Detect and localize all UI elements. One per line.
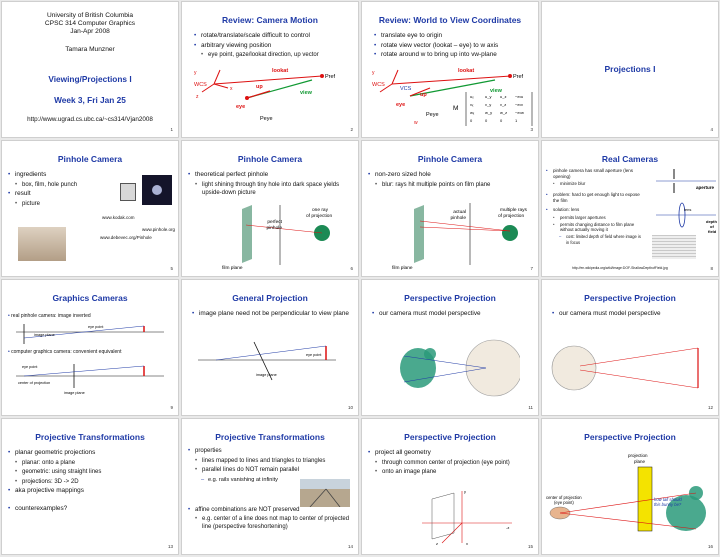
- bullet: • arbitrary viewing position: [194, 42, 354, 50]
- rails-photo: [300, 479, 350, 507]
- slide-title: General Projection: [232, 293, 308, 303]
- sub-bullet: • projections: 3D -> 2D: [8, 478, 176, 486]
- actual-pinhole-label: actual pinhole: [450, 210, 466, 221]
- bullet: • project all geometry: [368, 449, 536, 457]
- matrix-cell: v_y: [485, 102, 492, 107]
- slide-13: [1, 418, 179, 555]
- matrix-cell: w_y: [485, 110, 493, 115]
- slide-number: 8: [710, 266, 713, 271]
- bullet: • pinhole camera has small aperture (lens opening): [546, 168, 641, 179]
- slide-11: [361, 279, 539, 416]
- sub-bullet: • box, film, hole punch: [8, 181, 108, 189]
- photo-caption: www.debevec.org/Pinhole: [100, 235, 152, 240]
- matrix-label: M: [453, 105, 459, 112]
- general-projection-diagram: [196, 336, 346, 384]
- slide-9: [1, 279, 179, 416]
- eye-projection-diagram: [550, 338, 715, 398]
- slide-12: [541, 279, 719, 416]
- axis-y-label: y: [464, 489, 466, 494]
- sub-bullet: • through common center of projection (eye point): [368, 459, 536, 467]
- slide-number: 4: [710, 127, 713, 132]
- sub-bullet: • picture: [8, 200, 108, 208]
- title-line-1: University of British Columbia: [46, 12, 134, 19]
- matrix-cell: uₓ: [470, 94, 474, 99]
- wcs-label: WCS: [372, 82, 385, 88]
- film-plane-label: film plane: [392, 266, 413, 271]
- sub-bullet: • permits larger apertures: [546, 215, 641, 221]
- sub-bullet: • e.g. center of a line does not map to center of projected line (perspective foreshortening): [188, 515, 356, 531]
- photo-caption: www.kodak.com: [102, 215, 135, 220]
- slide-number: 11: [528, 405, 533, 410]
- cg-camera-diagram: [14, 358, 174, 398]
- matrix-cell: 0: [500, 118, 503, 123]
- question-label: how tall should this bunny be?: [654, 497, 682, 507]
- slide-number: 7: [530, 266, 533, 271]
- projection-plane-label: projection plane: [628, 453, 648, 464]
- sub-bullet: • blur: rays hit multiple points on film plane: [368, 181, 534, 189]
- dof-label: depth of field: [706, 219, 717, 233]
- slide-title: Graphics Cameras: [52, 293, 128, 303]
- sub-bullet: • eye point, gaze/lookat direction, up vector: [194, 51, 354, 59]
- image-plane-label: image plane: [64, 391, 85, 395]
- bullet: • problem: hard to get enough light to expose the film: [546, 192, 641, 203]
- matrix-cell: 1: [515, 118, 518, 123]
- slide-number: 9: [170, 405, 173, 410]
- sub-bullet: • onto an image plane: [368, 468, 536, 476]
- sub-sub-bullet: – cost: limited depth of field where image is in focus: [546, 234, 641, 245]
- slide-10: [181, 279, 359, 416]
- slide-number: 12: [707, 405, 713, 410]
- view-label: view: [490, 88, 502, 94]
- slide-14: [181, 418, 359, 555]
- slide-6: [181, 140, 359, 277]
- lecture-week: Week 3, Fri Jan 25: [54, 95, 126, 105]
- pref-label: Pref: [325, 74, 336, 80]
- peye-label: Peye: [426, 112, 439, 118]
- axis-neg-z-label: -z: [506, 525, 510, 530]
- eye-point-label: eye point: [88, 325, 104, 329]
- slide-4: [541, 1, 719, 138]
- bunny-projection-diagram: [546, 449, 716, 549]
- bullet: • non-zero sized hole: [368, 171, 534, 179]
- bullet: • translate eye to origin: [374, 32, 536, 40]
- view-matrix: [470, 94, 524, 123]
- slide-7: [361, 140, 539, 277]
- eye-icon: [466, 340, 520, 396]
- svg-text:y: y: [372, 70, 375, 76]
- axis-z-label: z: [196, 94, 199, 100]
- slide-5: [1, 140, 179, 277]
- slide-title: Pinhole Camera: [417, 154, 483, 164]
- sub-bullet: • geometric: using straight lines: [8, 468, 176, 476]
- bullet: • ingredients: [8, 171, 108, 179]
- bullet: • image plane need not be perpendicular to view plane: [192, 310, 354, 318]
- slide-title: Perspective Projection: [404, 432, 496, 442]
- real-camera-diagram: [14, 322, 174, 346]
- projection-plane: [638, 467, 652, 531]
- matrix-cell: −e•w: [515, 110, 524, 115]
- pinhole-room-photo: [18, 227, 66, 261]
- matrix-cell: v_z: [500, 102, 507, 107]
- sub-sub-bullet: – e.g. rails vanishing at infinity: [188, 476, 356, 484]
- slide-number: 16: [707, 544, 713, 549]
- eye-point-label: eye point: [306, 353, 322, 357]
- perfect-pinhole-label: perfect pinhole: [266, 220, 282, 231]
- image-plane-label: image plane: [256, 373, 277, 377]
- slide-16: [541, 418, 719, 555]
- slide-number: 13: [167, 544, 173, 549]
- slide-number: 6: [350, 266, 353, 271]
- cop-label: center of projection: [18, 381, 51, 385]
- lookat-label: lookat: [458, 68, 475, 74]
- matrix-cell: u_z: [500, 94, 507, 99]
- axis-y-label: y: [194, 70, 197, 76]
- bullet: • our camera must model perspective: [552, 310, 714, 318]
- slide-title: Review: Camera Motion: [222, 15, 318, 25]
- slide-number: 3: [530, 127, 533, 132]
- sub-bullet: • lines mapped to lines and triangles to triangles: [188, 457, 356, 465]
- slide-number: 5: [170, 266, 173, 271]
- eye-point-label: eye point: [22, 365, 38, 369]
- matrix-cell: −e•u: [515, 94, 524, 99]
- title-line-2: CPSC 314 Computer Graphics: [44, 20, 136, 27]
- up-label: up: [420, 92, 427, 98]
- matrix-cell: −e•v: [515, 102, 523, 107]
- bullet: • affine combinations are NOT preserved: [188, 506, 356, 514]
- course-url[interactable]: http://www.ugrad.cs.ubc.ca/~cs314/Vjan2008: [27, 116, 153, 123]
- photo-caption: www.pinhole.org: [142, 227, 176, 232]
- slide-2: [181, 1, 359, 138]
- bullet: • theoretical perfect pinhole: [188, 171, 354, 179]
- axis-x-label: x: [466, 541, 468, 546]
- bullet: • planar geometric projections: [8, 449, 176, 457]
- note-real-camera: • real pinhole camera: image inverted: [8, 313, 91, 319]
- sub-bullet: • light shining through tiny hole into dark space yields upside-down picture: [188, 181, 354, 197]
- lens-diagram: [654, 201, 718, 233]
- image-plane-label: image plane: [34, 333, 55, 337]
- world-to-view-diagram: [370, 66, 535, 130]
- bullet: • rotate view vector (lookat – eye) to w axis: [374, 42, 536, 50]
- slide-title: Review: World to View Coordinates: [378, 15, 522, 25]
- pinhole-sky-photo: [142, 175, 172, 205]
- pinhole-diagram: [202, 203, 352, 271]
- image-caption[interactable]: http://en.wikipedia.org/wiki/Image:DOF-ShallowDepthofField.jpg: [572, 266, 668, 270]
- axis-x-label: x: [230, 86, 233, 92]
- lens-label: lens: [684, 207, 692, 212]
- eye-label: eye: [236, 104, 246, 110]
- matrix-cell: 0: [470, 118, 473, 123]
- multiple-rays-label: multiple rays of projection: [498, 208, 527, 219]
- bullet: • counterexamples?: [8, 505, 176, 513]
- slide-number: 2: [350, 127, 353, 132]
- slide-title: Projective Transformations: [35, 432, 145, 442]
- slide-number: 1: [170, 127, 173, 132]
- eye-icon: [552, 346, 596, 390]
- sub-bullet: • planar: onto a plane: [8, 459, 176, 467]
- pinhole-box-photo: [120, 183, 136, 201]
- bullet: • rotate around w to bring up into vw-plane: [374, 51, 536, 59]
- vcs-label: VCS: [400, 86, 412, 92]
- matrix-cell: u_y: [485, 94, 492, 99]
- film-plane-label: film plane: [222, 266, 243, 271]
- actual-pinhole-diagram: [382, 201, 532, 271]
- cop-label: center of projection (eye point): [546, 495, 582, 505]
- slide-number: 15: [527, 544, 533, 549]
- slide-number: 14: [347, 544, 353, 549]
- one-ray-label: one ray of projection: [306, 208, 333, 219]
- sub-bullet: • permits changing distance to film plane without actually moving it: [546, 222, 641, 233]
- matrix-cell: w_z: [500, 110, 508, 115]
- dof-photo: [652, 235, 696, 259]
- slide-title: Real Cameras: [601, 154, 659, 164]
- slide-15: [361, 418, 539, 555]
- matrix-cell: vₓ: [470, 102, 474, 107]
- lecture-title: Viewing/Projections I: [48, 74, 132, 84]
- slide-title: Perspective Projection: [584, 293, 676, 303]
- slide-8: [541, 140, 719, 277]
- bullet: • our camera must model perspective: [372, 310, 534, 318]
- w-label: w: [414, 120, 418, 126]
- camera-motion-diagram: [192, 66, 342, 124]
- bullet: • rotate/translate/scale difficult to control: [194, 32, 354, 40]
- lookat-label: lookat: [272, 68, 289, 74]
- aperture-diagram: [654, 169, 718, 193]
- eye-perspective-diagram: [390, 334, 520, 404]
- author: Tamara Munzner: [65, 46, 115, 53]
- slide-title: Projective Transformations: [215, 432, 325, 442]
- bullet: • properties: [188, 447, 356, 455]
- peye-label: Peye: [260, 116, 273, 122]
- matrix-cell: 0: [485, 118, 488, 123]
- matrix-cell: wₓ: [470, 110, 475, 115]
- slide-title: Perspective Projection: [404, 293, 496, 303]
- slide-title: Pinhole Camera: [237, 154, 303, 164]
- slide-title: Pinhole Camera: [57, 154, 123, 164]
- bullet: • solution: lens: [546, 207, 641, 213]
- eye-label: eye: [396, 102, 406, 108]
- title-line-3: Jan-Apr 2008: [70, 28, 110, 35]
- slide-number: 10: [347, 405, 353, 410]
- slide-title: Perspective Projection: [584, 432, 676, 442]
- pref-label: Pref: [513, 74, 524, 80]
- sub-bullet: • parallel lines do NOT remain parallel: [188, 466, 356, 474]
- note-cg-camera: • computer graphics camera: convenient equivalent: [8, 349, 122, 355]
- up-label: up: [256, 84, 263, 90]
- sub-bullet: • minimize blur: [546, 181, 641, 187]
- slide-3: [361, 1, 539, 138]
- section-title: Projections I: [604, 64, 656, 74]
- bullet: • aka projective mappings: [8, 487, 176, 495]
- view-label: view: [300, 90, 312, 96]
- wcs-label: WCS: [194, 82, 207, 88]
- slide-1: [1, 1, 179, 138]
- projection-axes-diagram: [402, 483, 522, 549]
- axis-z-label: z: [436, 541, 438, 546]
- aperture-label: aperture: [696, 185, 715, 190]
- bullet: • result: [8, 190, 108, 198]
